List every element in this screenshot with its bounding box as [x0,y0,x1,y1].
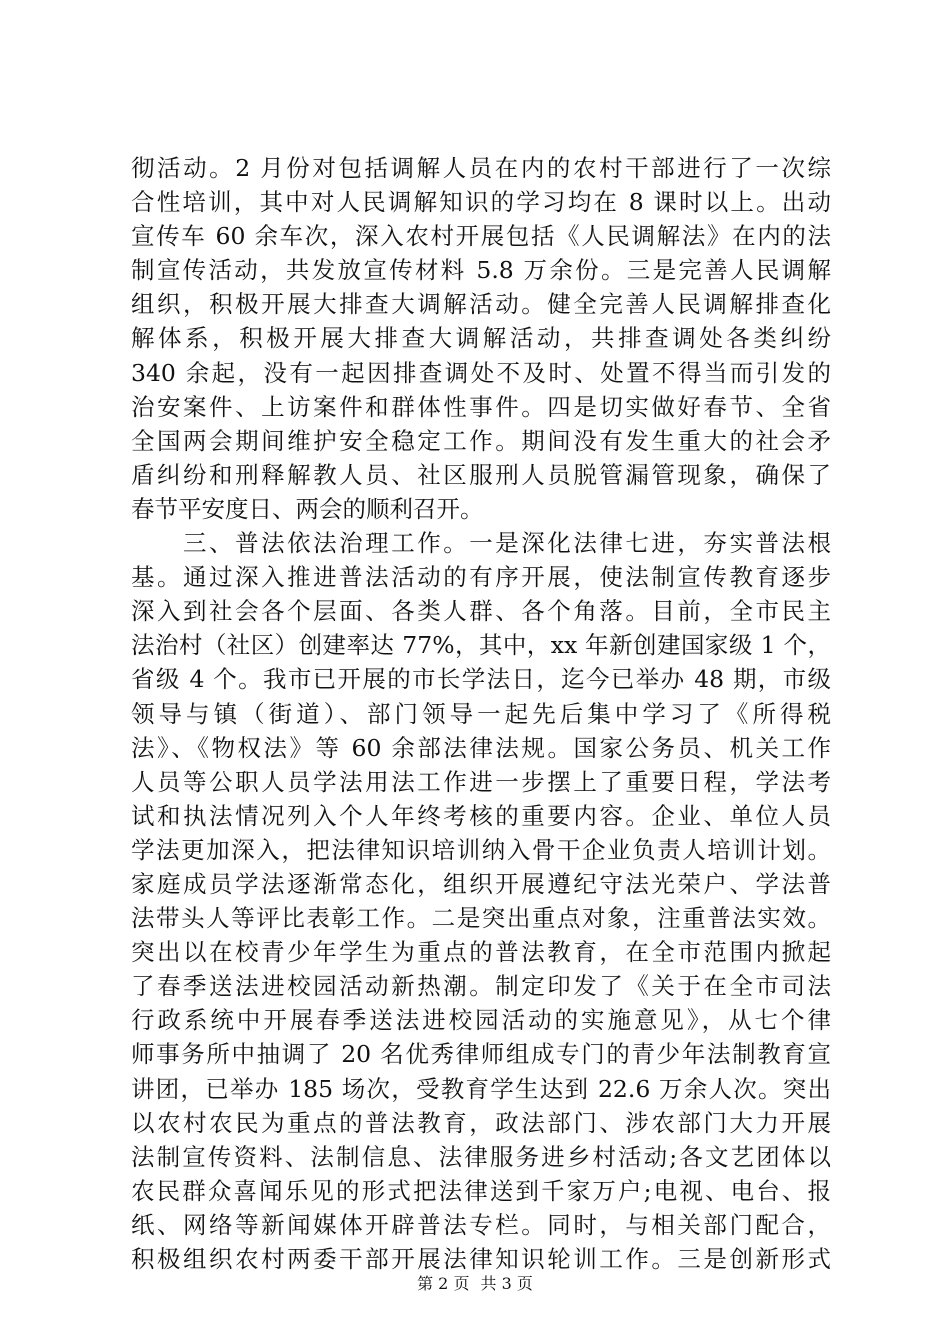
page-total: 共 3 页 [480,1274,533,1293]
text-line: 解体系，积极开展大排查大调解活动，共排查调处各类纠纷 [131,324,831,353]
text-line: 以农村农民为重点的普法教育，政法部门、涉农部门大力开展 [131,1108,831,1137]
text-line: 组织，积极开展大排查大调解活动。健全完善人民调解排查化 [131,290,831,319]
text-line: 讲团，已举办 185 场次，受教育学生达到 22.6 万余人次。突出 [131,1074,831,1103]
text-line: 法治村（社区）创建率达 77%，其中，xx 年新创建国家级 1 个， [131,631,831,660]
text-line: 行政系统中开展春季送法进校园活动的实施意见》，从七个律 [131,1006,831,1035]
text-line: 治安案件、上访案件和群体性事件。四是切实做好春节、全省 [131,392,831,421]
text-line: 法制宣传资料、法制信息、法律服务进乡村活动;各文艺团体以 [131,1142,831,1171]
text-line: 突出以在校青少年学生为重点的普法教育，在全市范围内掀起 [131,938,831,967]
text-line: 积极组织农村两委干部开展法律知识轮训工作。三是创新形式 [131,1245,831,1273]
text-line: 省级 4 个。我市已开展的市长学法日，迄今已举办 48 期，市级 [131,665,831,694]
text-line: 宣传车 60 余车次，深入农村开展包括《人民调解法》在内的法 [131,222,831,251]
body-text [131,151,831,1276]
page-footer [0,1273,950,1295]
text-line: 家庭成员学法逐渐常态化，组织开展遵纪守法光荣户、学法普 [131,869,831,898]
text-line: 农民群众喜闻乐见的形式把法律送到千家万户;电视、电台、报 [131,1176,831,1205]
text-line: 340 余起，没有一起因排查调处不及时、处置不得当而引发的 [131,358,831,387]
text-line: 人员等公职人员学法用法工作进一步摆上了重要日程，学法考 [131,767,831,796]
text-line: 盾纠纷和刑释解教人员、社区服刑人员脱管漏管现象，确保了 [131,460,831,489]
text-line: 彻活动。2 月份对包括调解人员在内的农村干部进行了一次综 [131,154,831,182]
text-line: 学法更加深入，把法律知识培训纳入骨干企业负责人培训计划。 [131,835,831,864]
text-line: 春节平安度日、两会的顺利召开。 [131,494,484,523]
text-line: 深入到社会各个层面、各类人群、各个角落。目前，全市民主 [131,597,831,626]
text-line: 领导与镇（街道）、部门领导一起先后集中学习了《所得税 [131,699,831,728]
text-line: 合性培训，其中对人民调解知识的学习均在 8 课时以上。出动 [131,188,831,217]
text-line: 法》、《物权法》等 60 余部法律法规。国家公务员、机关工作 [131,733,831,762]
text-line: 法带头人等评比表彰工作。二是突出重点对象，注重普法实效。 [131,904,831,933]
text-line: 基。通过深入推进普法活动的有序开展，使法制宣传教育逐步 [131,563,831,592]
text-line: 师事务所中抽调了 20 名优秀律师组成专门的青少年法制教育宣 [131,1040,831,1069]
text-line: 试和执法情况列入个人年终考核的重要内容。企业、单位人员 [131,801,831,830]
text-line: 全国两会期间维护安全稳定工作。期间没有发生重大的社会矛 [131,426,831,455]
text-line: 三、普法依法治理工作。一是深化法律七进，夯实普法根 [131,529,831,558]
text-line: 纸、网络等新闻媒体开辟普法专栏。同时，与相关部门配合， [131,1210,831,1239]
page-number: 第 2 页 [417,1274,470,1293]
text-line: 制宣传活动，共发放宣传材料 5.8 万余份。三是完善人民调解 [131,256,831,285]
text-line: 了春季送法进校园活动新热潮。制定印发了《关于在全市司法 [131,972,831,1001]
